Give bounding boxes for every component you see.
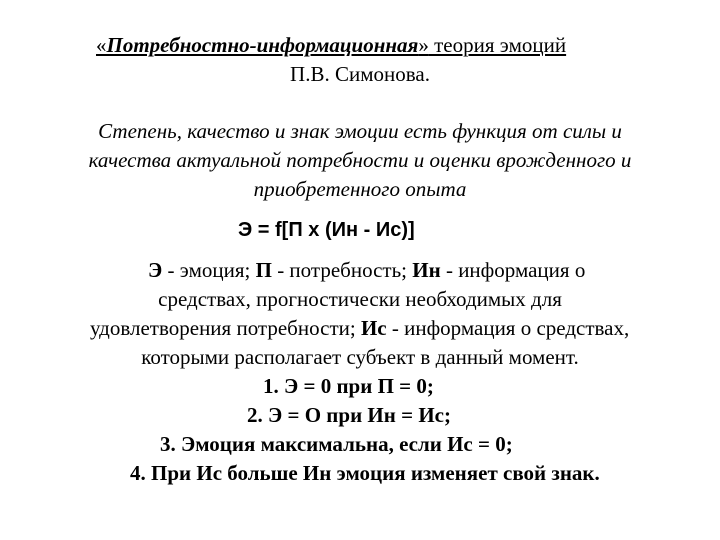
legend-line-1 bbox=[148, 258, 585, 283]
rule-item-4: 4. При Ис больше Ин эмоция изменяет свой знак. bbox=[130, 461, 600, 485]
rule-item-2: 2. Э = О при Ин = Ис; bbox=[247, 403, 451, 427]
formula: Э = f[П х (Ин - Ис)] bbox=[238, 219, 415, 241]
legend-line-4: которыми располагает субъект в данный момент. bbox=[141, 345, 579, 369]
legend-in-symbol: Ин bbox=[412, 258, 441, 282]
legend-e-symbol: Э bbox=[148, 258, 163, 282]
title-author: П.В. Симонова. bbox=[290, 62, 430, 86]
legend-line-3a: удовлетворения потребности; bbox=[90, 316, 361, 340]
title-rest: теория эмоций bbox=[428, 33, 567, 57]
slide-title bbox=[96, 33, 566, 58]
definition-line-3: приобретенного опыта bbox=[253, 177, 467, 201]
title-emphasis: Потребностно-информационная bbox=[106, 33, 419, 57]
legend-p-symbol: П bbox=[255, 258, 272, 282]
rule-item-3: 3. Эмоция максимальна, если Ис = 0; bbox=[160, 432, 513, 456]
legend-is-symbol: Ис bbox=[360, 316, 387, 340]
legend-line-2: средствах, прогностически необходимых для bbox=[158, 287, 562, 311]
definition-line-2: качества актуальной потребности и оценки врожденного и bbox=[88, 148, 632, 172]
legend-line-3b: - информация о средствах, bbox=[386, 316, 630, 340]
definition-line-1: Степень, качество и знак эмоции есть функция от силы и bbox=[98, 119, 622, 143]
title-quote-open: « bbox=[96, 33, 107, 57]
legend-line-3 bbox=[90, 316, 629, 341]
title-quote-close: » bbox=[418, 33, 429, 57]
legend-p-desc: - потребность; bbox=[271, 258, 413, 282]
legend-e-desc: - эмоция; bbox=[162, 258, 256, 282]
legend-in-desc: - информация о bbox=[440, 258, 586, 282]
rule-item-1: 1. Э = 0 при П = 0; bbox=[263, 374, 434, 398]
